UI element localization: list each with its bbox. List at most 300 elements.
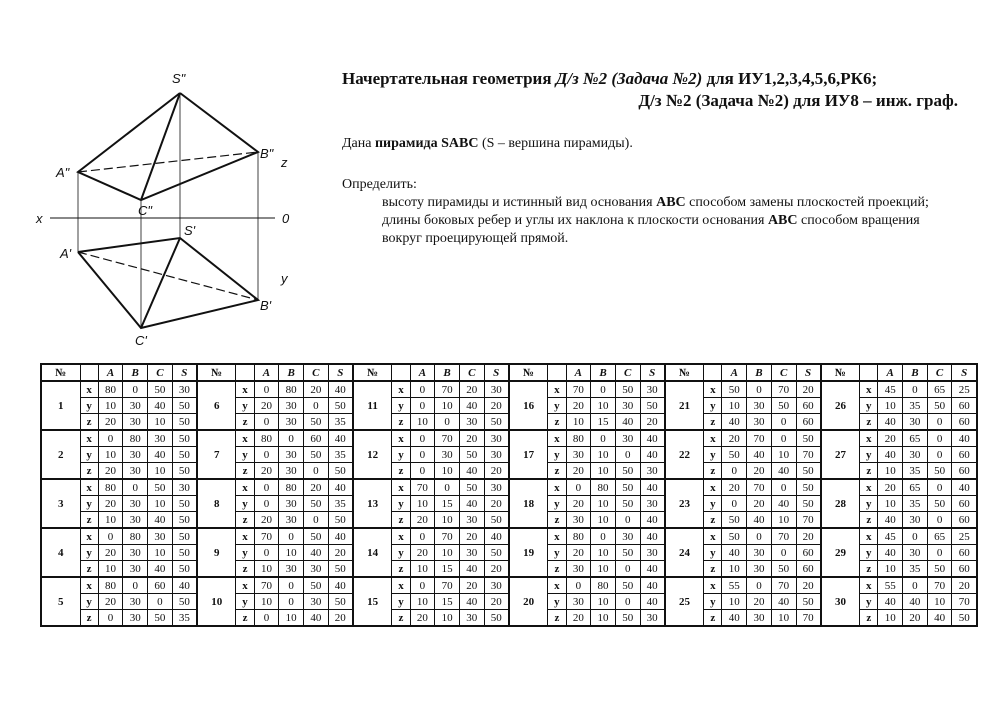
coordinate-cell: 0 xyxy=(98,528,123,545)
coordinate-cell: 40 xyxy=(771,594,796,610)
coordinate-cell: 0 xyxy=(615,594,640,610)
coordinate-cell: 0 xyxy=(254,496,279,512)
coordinate-cell: 40 xyxy=(304,545,329,561)
coordinate-cell: 35 xyxy=(328,496,353,512)
coordinate-cell: 20 xyxy=(903,610,928,627)
axis-label-cell: x xyxy=(548,381,566,398)
axis-label-cell: x xyxy=(704,528,722,545)
coordinate-cell: 50 xyxy=(459,479,484,496)
axis-label-cell: z xyxy=(704,414,722,431)
table-row xyxy=(41,479,977,496)
label-b-horizontal: B' xyxy=(260,298,272,313)
coordinate-cell: 50 xyxy=(328,463,353,480)
coordinate-cell: 40 xyxy=(640,577,665,594)
axis-label-cell: z xyxy=(704,610,722,627)
header-col-c: C xyxy=(615,364,640,381)
axis-label-cell: z xyxy=(392,463,410,480)
coordinate-cell: 50 xyxy=(722,381,747,398)
coordinate-cell: 40 xyxy=(328,577,353,594)
coordinate-cell: 80 xyxy=(98,577,123,594)
coordinate-cell: 0 xyxy=(722,496,747,512)
coordinate-cell: 10 xyxy=(254,561,279,578)
coordinate-cell: 50 xyxy=(328,561,353,578)
header-axis-cell xyxy=(548,364,566,381)
axis-label-cell: x xyxy=(704,381,722,398)
axis-label-cell: z xyxy=(548,463,566,480)
header-col-a: A xyxy=(98,364,123,381)
axis-label-cell: z xyxy=(860,512,878,529)
coordinate-cell: 60 xyxy=(952,512,977,529)
coordinate-cell: 10 xyxy=(435,463,460,480)
axis-label-cell: z xyxy=(80,610,98,627)
coordinate-cell: 0 xyxy=(410,463,435,480)
coordinate-cell: 20 xyxy=(952,577,977,594)
coordinate-cell: 20 xyxy=(98,463,123,480)
header-col-s: S xyxy=(484,364,509,381)
coordinate-cell: 70 xyxy=(254,528,279,545)
coordinate-cell: 50 xyxy=(615,545,640,561)
coordinate-cell: 20 xyxy=(722,430,747,447)
coordinate-cell: 40 xyxy=(747,447,772,463)
coordinate-cell: 70 xyxy=(435,430,460,447)
coordinate-cell: 15 xyxy=(435,561,460,578)
coordinate-cell: 30 xyxy=(279,463,304,480)
coordinate-cell: 0 xyxy=(410,577,435,594)
coordinate-cell: 40 xyxy=(148,447,173,463)
label-x-axis: x xyxy=(36,211,43,226)
coordinate-cell: 0 xyxy=(747,381,772,398)
variant-number-cell: 20 xyxy=(509,577,548,626)
coordinate-cell: 30 xyxy=(615,430,640,447)
coordinate-cell: 0 xyxy=(410,430,435,447)
coordinate-cell: 35 xyxy=(903,398,928,414)
coordinate-cell: 80 xyxy=(566,528,591,545)
axis-label-cell: y xyxy=(704,545,722,561)
coordinate-cell: 0 xyxy=(254,610,279,627)
variant-number-cell: 10 xyxy=(197,577,236,626)
coordinate-cell: 20 xyxy=(254,512,279,529)
table-row xyxy=(41,430,977,447)
coordinate-cell: 30 xyxy=(123,463,148,480)
coordinate-cell: 70 xyxy=(435,381,460,398)
header-col-s: S xyxy=(328,364,353,381)
axis-label-cell: x xyxy=(236,577,254,594)
coordinate-cell: 20 xyxy=(98,496,123,512)
coordinate-cell: 30 xyxy=(566,594,591,610)
coordinate-cell: 80 xyxy=(591,577,616,594)
coordinate-cell: 30 xyxy=(279,398,304,414)
coordinate-cell: 50 xyxy=(172,561,197,578)
header-col-c: C xyxy=(771,364,796,381)
axis-label-cell: y xyxy=(392,447,410,463)
coordinate-cell: 20 xyxy=(566,398,591,414)
coordinate-cell: 50 xyxy=(615,496,640,512)
coordinate-cell: 40 xyxy=(328,528,353,545)
header-number-cell: № xyxy=(821,364,860,381)
coordinate-cell: 20 xyxy=(459,381,484,398)
coordinate-cell: 60 xyxy=(952,561,977,578)
coordinate-cell: 30 xyxy=(459,512,484,529)
coordinate-cell: 30 xyxy=(123,594,148,610)
coordinate-cell: 20 xyxy=(484,398,509,414)
axis-label-cell: x xyxy=(860,577,878,594)
axis-label-cell: y xyxy=(548,545,566,561)
label-c-horizontal: C' xyxy=(135,333,147,348)
coordinate-cell: 30 xyxy=(747,545,772,561)
coordinate-cell: 40 xyxy=(328,381,353,398)
coordinate-cell: 60 xyxy=(796,545,821,561)
coordinate-cell: 30 xyxy=(903,512,928,529)
coordinate-cell: 40 xyxy=(328,479,353,496)
axis-label-cell: y xyxy=(80,496,98,512)
coordinate-cell: 30 xyxy=(747,561,772,578)
axis-label-cell: y xyxy=(392,398,410,414)
coordinate-cell: 30 xyxy=(123,561,148,578)
label-s-frontal: S" xyxy=(172,71,186,86)
axis-label-cell: y xyxy=(80,545,98,561)
coordinate-cell: 50 xyxy=(172,545,197,561)
header-number-cell: № xyxy=(353,364,392,381)
coordinate-cell: 0 xyxy=(927,430,952,447)
header-col-b: B xyxy=(435,364,460,381)
coordinate-cell: 0 xyxy=(254,479,279,496)
coordinate-cell: 10 xyxy=(279,610,304,627)
coordinate-cell: 0 xyxy=(410,398,435,414)
coordinate-cell: 20 xyxy=(459,528,484,545)
coordinate-cell: 0 xyxy=(410,447,435,463)
axis-label-cell: z xyxy=(392,414,410,431)
coordinate-cell: 70 xyxy=(410,479,435,496)
label-a-horizontal: A' xyxy=(60,246,72,261)
coordinate-cell: 35 xyxy=(903,463,928,480)
variant-number-cell: 13 xyxy=(353,479,392,528)
coordinate-cell: 20 xyxy=(410,512,435,529)
coordinate-cell: 10 xyxy=(435,398,460,414)
coordinate-cell: 0 xyxy=(771,430,796,447)
coordinate-cell: 70 xyxy=(796,610,821,627)
coordinate-cell: 0 xyxy=(410,528,435,545)
coordinate-cell: 15 xyxy=(435,496,460,512)
coordinate-cell: 20 xyxy=(566,545,591,561)
axis-label-cell: x xyxy=(392,577,410,594)
axis-label-cell: y xyxy=(80,398,98,414)
variant-number-cell: 27 xyxy=(821,430,860,479)
coordinate-cell: 40 xyxy=(747,512,772,529)
coordinate-cell: 0 xyxy=(771,414,796,431)
header-axis-cell xyxy=(392,364,410,381)
axis-label-cell: z xyxy=(392,561,410,578)
coordinate-cell: 55 xyxy=(878,577,903,594)
coordinate-cell: 10 xyxy=(878,398,903,414)
task-statement xyxy=(342,176,962,248)
coordinate-cell: 30 xyxy=(747,414,772,431)
coordinate-cell: 80 xyxy=(254,430,279,447)
coordinate-cell: 0 xyxy=(279,528,304,545)
coordinate-cell: 20 xyxy=(796,577,821,594)
variant-number-cell: 23 xyxy=(665,479,704,528)
coordinate-cell: 10 xyxy=(435,610,460,627)
variant-number-cell: 12 xyxy=(353,430,392,479)
coordinate-cell: 20 xyxy=(484,496,509,512)
coordinate-cell: 0 xyxy=(722,463,747,480)
coordinate-cell: 50 xyxy=(304,577,329,594)
coordinate-cell: 10 xyxy=(98,398,123,414)
axis-label-cell: z xyxy=(548,610,566,627)
coordinate-cell: 70 xyxy=(435,528,460,545)
coordinate-cell: 50 xyxy=(328,398,353,414)
axis-label-cell: y xyxy=(860,447,878,463)
axis-label-cell: y xyxy=(860,594,878,610)
axis-label-cell: y xyxy=(236,594,254,610)
coordinate-cell: 40 xyxy=(459,561,484,578)
coordinate-cell: 20 xyxy=(459,577,484,594)
table-header-row xyxy=(41,364,977,381)
coordinate-cell: 10 xyxy=(410,414,435,431)
coordinate-cell: 30 xyxy=(304,594,329,610)
pyramid-projection-drawing xyxy=(20,55,320,355)
coordinate-cell: 70 xyxy=(771,381,796,398)
task-item-2-text-a: длины боковых ребер и углы их наклона к плоскости основания xyxy=(382,213,765,228)
title-subject: Начертательная геометрия xyxy=(342,69,552,88)
header-number-cell: № xyxy=(665,364,704,381)
coordinate-cell: 50 xyxy=(615,479,640,496)
coordinate-cell: 30 xyxy=(279,496,304,512)
variant-number-cell: 19 xyxy=(509,528,548,577)
coordinate-cell: 40 xyxy=(878,512,903,529)
header-axis-cell xyxy=(860,364,878,381)
coordinate-cell: 0 xyxy=(254,545,279,561)
header-axis-cell xyxy=(80,364,98,381)
header-number-cell: № xyxy=(197,364,236,381)
coordinate-cell: 50 xyxy=(771,561,796,578)
coordinate-cell: 35 xyxy=(328,447,353,463)
coordinate-cell: 0 xyxy=(98,610,123,627)
coordinate-cell: 20 xyxy=(328,545,353,561)
axis-label-cell: z xyxy=(80,512,98,529)
axis-label-cell: x xyxy=(548,528,566,545)
coordinate-cell: 15 xyxy=(435,594,460,610)
coordinate-cell: 30 xyxy=(484,381,509,398)
coordinate-cell: 50 xyxy=(304,528,329,545)
coordinate-cell: 45 xyxy=(878,528,903,545)
coordinate-cell: 30 xyxy=(123,447,148,463)
coordinate-cell: 50 xyxy=(172,414,197,431)
task-item-2 xyxy=(342,212,962,248)
axis-label-cell: y xyxy=(392,545,410,561)
axis-label-cell: z xyxy=(236,561,254,578)
coordinate-cell: 40 xyxy=(640,479,665,496)
coordinate-cell: 60 xyxy=(952,398,977,414)
coordinate-cell: 20 xyxy=(747,594,772,610)
coordinate-cell: 10 xyxy=(878,496,903,512)
given-prefix: Дана xyxy=(342,136,372,151)
coordinate-cell: 30 xyxy=(123,398,148,414)
axis-label-cell: z xyxy=(236,414,254,431)
title-groups: для ИУ1,2,3,4,5,6,РК6; xyxy=(706,69,878,88)
coordinate-cell: 30 xyxy=(615,528,640,545)
task-item-1-bold: ABC xyxy=(656,195,686,210)
coordinate-cell: 50 xyxy=(722,512,747,529)
coordinate-cell: 40 xyxy=(722,545,747,561)
axis-label-cell: y xyxy=(704,594,722,610)
coordinate-cell: 30 xyxy=(640,496,665,512)
coordinate-cell: 0 xyxy=(566,577,591,594)
coordinate-cell: 70 xyxy=(771,577,796,594)
coordinate-cell: 70 xyxy=(952,594,977,610)
coordinate-cell: 0 xyxy=(771,479,796,496)
coordinate-cell: 10 xyxy=(878,610,903,627)
variant-number-cell: 9 xyxy=(197,528,236,577)
variant-number-cell: 17 xyxy=(509,430,548,479)
coordinate-cell: 0 xyxy=(123,577,148,594)
variants-table xyxy=(40,363,978,627)
coordinate-cell: 10 xyxy=(591,561,616,578)
axis-label-cell: x xyxy=(236,430,254,447)
coordinate-cell: 30 xyxy=(640,381,665,398)
coordinate-cell: 40 xyxy=(640,447,665,463)
label-c-frontal: C" xyxy=(138,203,153,218)
coordinate-cell: 70 xyxy=(747,430,772,447)
coordinate-cell: 40 xyxy=(172,577,197,594)
coordinate-cell: 50 xyxy=(722,447,747,463)
header-col-s: S xyxy=(172,364,197,381)
coordinate-cell: 30 xyxy=(459,414,484,431)
coordinate-cell: 40 xyxy=(484,528,509,545)
coordinate-cell: 0 xyxy=(279,594,304,610)
coordinate-cell: 0 xyxy=(98,430,123,447)
coordinate-cell: 25 xyxy=(952,528,977,545)
coordinate-cell: 40 xyxy=(459,398,484,414)
coordinate-cell: 30 xyxy=(123,545,148,561)
coordinate-cell: 30 xyxy=(566,447,591,463)
coordinate-cell: 10 xyxy=(148,463,173,480)
axis-label-cell: x xyxy=(80,528,98,545)
axis-label-cell: z xyxy=(236,463,254,480)
coordinate-cell: 30 xyxy=(566,512,591,529)
coordinate-cell: 50 xyxy=(722,528,747,545)
coordinate-cell: 40 xyxy=(148,561,173,578)
axis-label-cell: z xyxy=(548,512,566,529)
coordinate-cell: 20 xyxy=(747,463,772,480)
coordinate-cell: 80 xyxy=(591,479,616,496)
coordinate-cell: 10 xyxy=(771,447,796,463)
coordinate-cell: 10 xyxy=(591,594,616,610)
axis-label-cell: x xyxy=(80,430,98,447)
axis-label-cell: y xyxy=(548,594,566,610)
axis-label-cell: y xyxy=(704,496,722,512)
coordinate-cell: 40 xyxy=(952,430,977,447)
axis-label-cell: y xyxy=(236,447,254,463)
coordinate-cell: 30 xyxy=(484,479,509,496)
header-col-b: B xyxy=(279,364,304,381)
coordinate-cell: 0 xyxy=(747,528,772,545)
coordinate-cell: 40 xyxy=(148,398,173,414)
coordinate-cell: 10 xyxy=(148,414,173,431)
coordinate-cell: 30 xyxy=(123,496,148,512)
coordinate-cell: 60 xyxy=(952,447,977,463)
coordinate-cell: 50 xyxy=(172,463,197,480)
coordinate-cell: 80 xyxy=(279,479,304,496)
axis-label-cell: z xyxy=(548,414,566,431)
coordinate-cell: 30 xyxy=(279,512,304,529)
coordinate-cell: 10 xyxy=(410,594,435,610)
coordinate-cell: 0 xyxy=(747,577,772,594)
coordinate-cell: 50 xyxy=(796,430,821,447)
axis-label-cell: x xyxy=(236,381,254,398)
coordinate-cell: 50 xyxy=(304,447,329,463)
coordinate-cell: 0 xyxy=(615,512,640,529)
coordinate-cell: 20 xyxy=(796,528,821,545)
coordinate-cell: 50 xyxy=(172,430,197,447)
coordinate-cell: 0 xyxy=(615,447,640,463)
coordinate-cell: 30 xyxy=(903,414,928,431)
title-line-2: Д/з №2 (Задача №2) для ИУ8 – инж. граф. xyxy=(638,91,958,110)
coordinate-cell: 70 xyxy=(796,512,821,529)
coordinate-cell: 30 xyxy=(172,479,197,496)
coordinate-cell: 50 xyxy=(771,398,796,414)
coordinate-cell: 0 xyxy=(304,463,329,480)
coordinate-cell: 10 xyxy=(591,447,616,463)
axis-label-cell: y xyxy=(548,398,566,414)
coordinate-cell: 60 xyxy=(304,430,329,447)
coordinate-cell: 30 xyxy=(148,528,173,545)
coordinate-cell: 20 xyxy=(410,610,435,627)
coordinate-cell: 20 xyxy=(254,463,279,480)
coordinate-cell: 40 xyxy=(878,447,903,463)
coordinate-cell: 10 xyxy=(591,463,616,480)
coordinate-cell: 40 xyxy=(328,430,353,447)
axis-label-cell: x xyxy=(548,479,566,496)
axis-label-cell: x xyxy=(860,430,878,447)
coordinate-cell: 10 xyxy=(279,545,304,561)
coordinate-cell: 70 xyxy=(566,381,591,398)
variant-number-cell: 1 xyxy=(41,381,80,430)
coordinate-cell: 50 xyxy=(640,398,665,414)
axis-label-cell: x xyxy=(236,528,254,545)
variant-number-cell: 30 xyxy=(821,577,860,626)
axis-label-cell: x xyxy=(704,430,722,447)
coordinate-cell: 80 xyxy=(123,430,148,447)
coordinate-cell: 0 xyxy=(435,414,460,431)
coordinate-cell: 40 xyxy=(615,414,640,431)
coordinate-cell: 10 xyxy=(591,545,616,561)
label-origin: 0 xyxy=(282,211,290,226)
axis-label-cell: x xyxy=(392,528,410,545)
coordinate-cell: 0 xyxy=(435,479,460,496)
coordinate-cell: 50 xyxy=(484,512,509,529)
coordinate-cell: 80 xyxy=(98,479,123,496)
variant-number-cell: 6 xyxy=(197,381,236,430)
variant-number-cell: 4 xyxy=(41,528,80,577)
coordinate-cell: 50 xyxy=(172,512,197,529)
axis-label-cell: y xyxy=(236,398,254,414)
task-item-1-text-b: способом замены плоскостей проекций; xyxy=(689,195,929,210)
coordinate-cell: 0 xyxy=(903,577,928,594)
axis-label-cell: y xyxy=(860,496,878,512)
axis-label-cell: z xyxy=(704,512,722,529)
coordinate-cell: 50 xyxy=(328,594,353,610)
coordinate-cell: 20 xyxy=(747,496,772,512)
coordinate-cell: 20 xyxy=(484,463,509,480)
coordinate-cell: 10 xyxy=(435,512,460,529)
coordinate-cell: 70 xyxy=(435,577,460,594)
coordinate-cell: 80 xyxy=(98,381,123,398)
coordinate-cell: 70 xyxy=(771,528,796,545)
coordinate-cell: 60 xyxy=(952,496,977,512)
coordinate-cell: 0 xyxy=(123,479,148,496)
coordinate-cell: 50 xyxy=(172,594,197,610)
coordinate-cell: 40 xyxy=(640,594,665,610)
